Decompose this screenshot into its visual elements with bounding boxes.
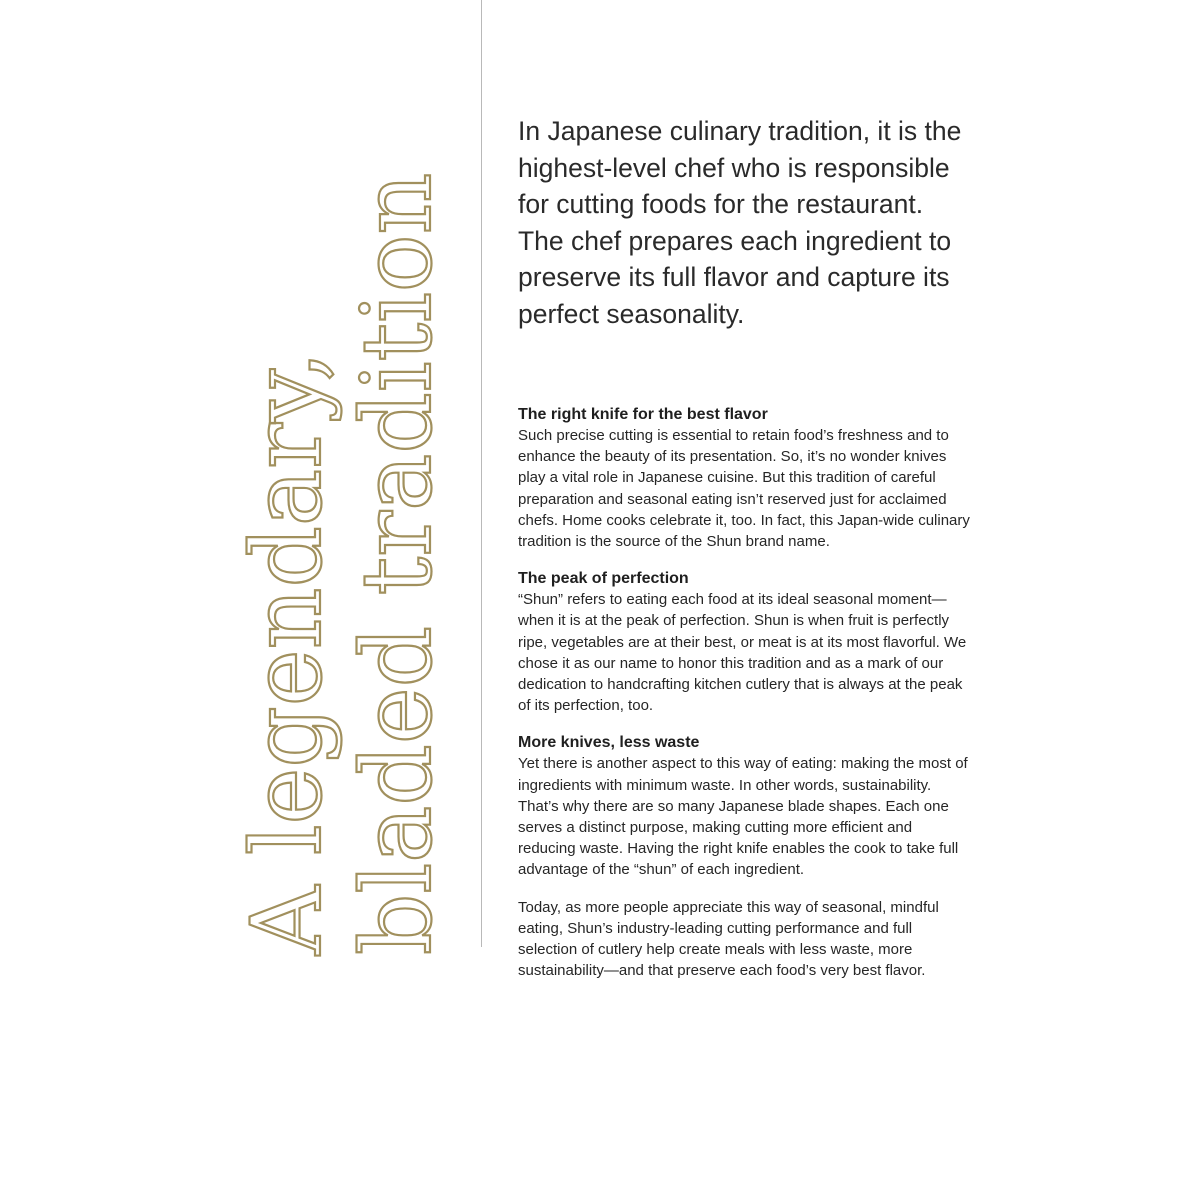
title-line-1: A legendary, — [231, 350, 343, 955]
vertical-title-area — [232, 55, 460, 955]
title-line-2: bladed tradition — [341, 172, 453, 955]
intro-paragraph: In Japanese culinary tradition, it is the highest-level chef who is responsible for cutting foods for the restaurant. The chef prepares each ingredient to preserve its full flavor and capture its perfect seasonality. — [518, 116, 962, 329]
closing-paragraph: Today, as more people appreciate this way of seasonal, mindful eating, Shun’s industry-leading cutting performance and full selection of cutlery help create meals with less waste, more sustainability—and that preserve each food’s very best flavor. — [518, 898, 939, 980]
article-sections — [518, 404, 973, 981]
section-body: Yet there is another aspect to this way of eating: making the most of ingredients with minimum waste. In other words, sustainability. That’s why there are so many Japanese blade shapes. Each one serves a distinct purpose, making cutting more efficient and reducing waste. Having the right knife enables the cook to take full advantage of the “shun” of each ingredient. — [518, 755, 968, 879]
section-peak-of-perfection — [518, 568, 973, 716]
section-body: Such precise cutting is essential to retain food’s freshness and to enhance the beauty of its presentation. So, it’s no wonder knives play a vital role in Japanese cuisine. But this tradition of careful preparation and seasonal eating isn’t reserved just for acclaimed chefs. Home cooks celebrate it, too. In fact, this Japan-wide culinary tradition is the source of the Shun brand name. — [518, 427, 970, 551]
section-body: “Shun” refers to eating each food at its ideal seasonal moment—when it is at the peak of perfection. Shun is when fruit is perfectly ripe, vegetables are at their best, or meat is at its most flavorful. We chose it as our name to honor this tradition and as a mark of our dedication to handcrafting kitchen cutlery that is always at the peak of its perfection, too. — [518, 591, 967, 715]
section-right-knife — [518, 404, 973, 552]
vertical-divider — [481, 0, 482, 947]
article-content — [518, 113, 973, 981]
section-heading: The peak of perfection — [518, 570, 689, 588]
section-heading: More knives, less waste — [518, 734, 700, 752]
section-more-knives — [518, 732, 973, 880]
page-title — [232, 55, 460, 955]
section-heading: The right knife for the best flavor — [518, 406, 768, 423]
